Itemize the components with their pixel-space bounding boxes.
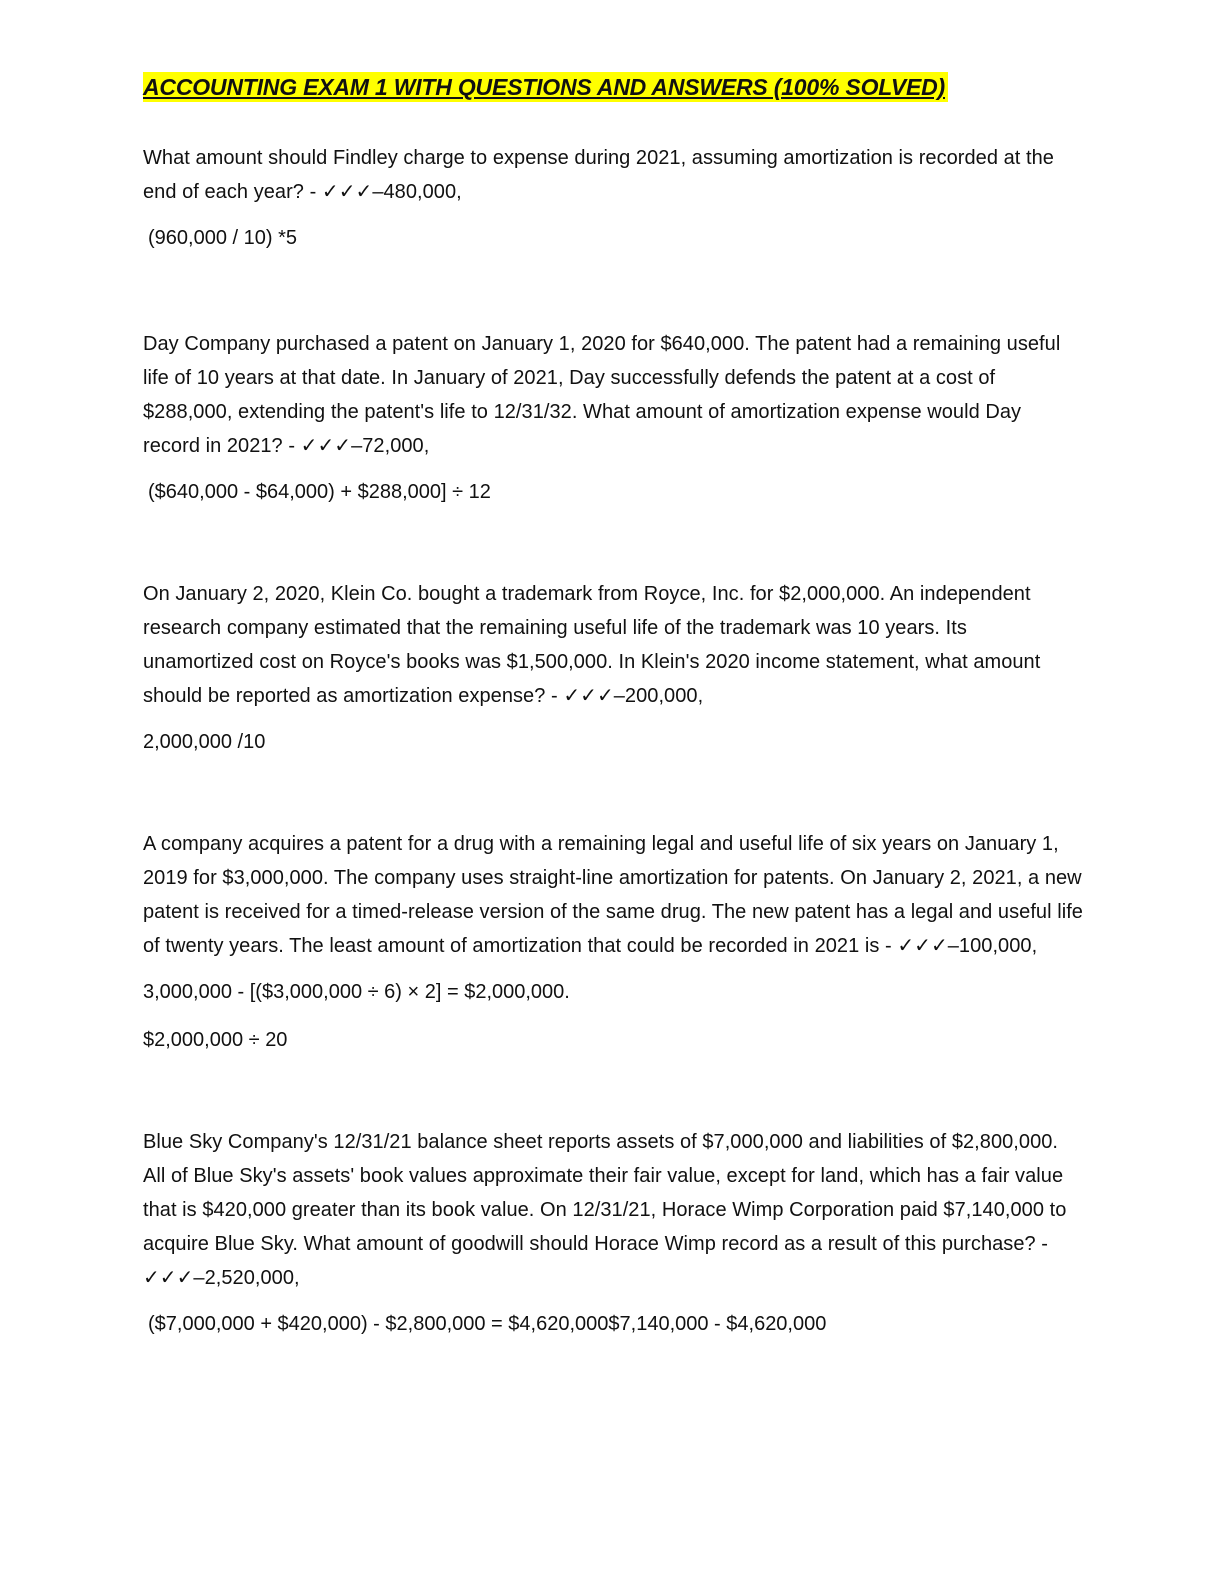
question-text: Day Company purchased a patent on January 1, 2020 for $640,000. The patent had a remaining useful life of 10 years at that date. In January of 2021, Day successfully defends the patent at a cost of $288,000, extending the patent's life to 12/31/32. What amount of amortization expense would Day record in 2021? - ✓✓✓–72,000, xyxy=(143,333,1061,457)
qa-item-1 xyxy=(143,141,1083,253)
question-text: A company acquires a patent for a drug with a remaining legal and useful life of six years on January 1, 2019 for $3,000,000. The company uses straight-line amortization for patents. On January 2, 2021, a new patent is received for a timed-release version of the same drug. The new patent has a legal and useful life of twenty years. The least amount of amortization that could be recorded in 2021 is - ✓✓✓–100,000, xyxy=(143,833,1083,957)
question-text: What amount should Findley charge to expense during 2021, assuming amortization is recorded at the end of each year? - ✓✓✓–480,000, xyxy=(143,147,1054,203)
document-title: ACCOUNTING EXAM 1 WITH QUESTIONS AND ANSWERS (100% SOLVED) xyxy=(143,72,948,102)
question-text: On January 2, 2020, Klein Co. bought a trademark from Royce, Inc. for $2,000,000. An independent research company estimated that the remaining useful life of the trademark was 10 years. Its unamortized cost on Royce's books was $1,500,000. In Klein's 2020 income statement, what amount should be reported as amortization expense? - ✓✓✓–200,000, xyxy=(143,583,1041,707)
calculation-line: (960,000 / 10) *5 xyxy=(148,227,297,249)
qa-item-5 xyxy=(143,1125,1083,1339)
qa-item-4 xyxy=(143,827,1083,1055)
document-page xyxy=(143,72,1083,1409)
calculation-line: ($640,000 - $64,000) + $288,000] ÷ 12 xyxy=(148,481,491,503)
calculation-line: ($7,000,000 + $420,000) - $2,800,000 = $4,620,000$7,140,000 - $4,620,000 xyxy=(148,1313,827,1335)
calculation-line: 3,000,000 - [($3,000,000 ÷ 6) × 2] = $2,000,000. xyxy=(143,981,570,1003)
question-text: Blue Sky Company's 12/31/21 balance sheet reports assets of $7,000,000 and liabilities of $2,800,000. All of Blue Sky's assets' book values approximate their fair value, except for land, which has a fair value that is $420,000 greater than its book value. On 12/31/21, Horace Wimp Corporation paid $7,140,000 to acquire Blue Sky. What amount of goodwill should Horace Wimp record as a result of this purchase? - ✓✓✓–2,520,000, xyxy=(143,1131,1067,1289)
qa-item-2 xyxy=(143,327,1083,507)
calculation-line: $2,000,000 ÷ 20 xyxy=(143,1029,288,1051)
calculation-line: 2,000,000 /10 xyxy=(143,731,266,753)
qa-item-3 xyxy=(143,577,1083,757)
